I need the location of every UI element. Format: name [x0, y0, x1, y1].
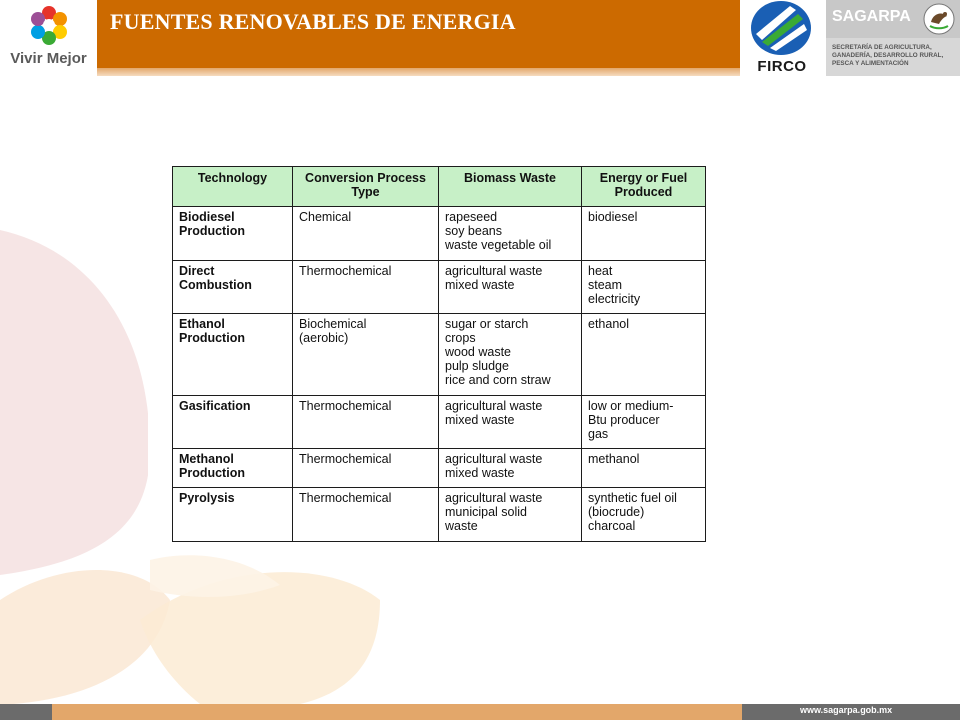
sagarpa-logo — [826, 0, 960, 76]
cell-line: low or medium- — [588, 399, 674, 413]
cell-line: methanol — [588, 452, 640, 466]
cell-line: waste vegetable oil — [445, 238, 552, 252]
table-row — [173, 488, 706, 542]
cell-line: biodiesel — [588, 210, 638, 224]
cell-line: municipal solid — [445, 505, 527, 519]
cell-line: Production — [179, 466, 245, 480]
cell-line: agricultural waste — [445, 452, 543, 466]
header-technology: Technology — [173, 167, 293, 207]
footer-left-bar — [0, 704, 52, 720]
process-cell — [293, 396, 439, 449]
cell-line: Direct — [179, 264, 215, 278]
cell-line: Ethanol — [179, 317, 225, 331]
cell-line: wood waste — [445, 345, 512, 359]
technology-cell — [173, 488, 293, 542]
energy-cell — [582, 488, 706, 542]
cell-line: Combustion — [179, 278, 252, 292]
brand-text: Vivir Mejor — [10, 50, 87, 67]
cell-line: Biochemical — [299, 317, 367, 331]
table-row — [173, 449, 706, 488]
energy-cell — [582, 261, 706, 314]
firco-logo — [742, 0, 822, 78]
waste-cell — [439, 261, 582, 314]
cell-line: mixed waste — [445, 413, 515, 427]
cell-line: mixed waste — [445, 466, 515, 480]
waste-cell — [439, 449, 582, 488]
cell-line: electricity — [588, 292, 641, 306]
cell-line: steam — [588, 278, 623, 292]
cell-line: heat — [588, 264, 613, 278]
cell-line: Thermochemical — [299, 399, 392, 413]
cell-line: Thermochemical — [299, 491, 392, 505]
cell-line: Chemical — [299, 210, 352, 224]
table-row — [173, 261, 706, 314]
technology-cell — [173, 261, 293, 314]
cell-line: soy beans — [445, 224, 502, 238]
eagle-seal-icon — [921, 2, 957, 36]
cell-line: (aerobic) — [299, 331, 349, 345]
vivir-mejor-logo — [0, 0, 97, 75]
header-process: Conversion Process Type — [293, 167, 439, 207]
flower-logo-icon — [29, 5, 69, 45]
cell-line: crops — [445, 331, 476, 345]
cell-line: ethanol — [588, 317, 630, 331]
cell-line: rice and corn straw — [445, 373, 551, 387]
cell-line: charcoal — [588, 519, 636, 533]
technology-cell — [173, 396, 293, 449]
cell-line: synthetic fuel oil — [588, 491, 677, 505]
table-header-row — [173, 167, 706, 207]
cell-line: (biocrude) — [588, 505, 645, 519]
cell-line: Thermochemical — [299, 452, 392, 466]
process-cell — [293, 207, 439, 261]
cell-line: Gasification — [179, 399, 251, 413]
footer-accent-bar — [52, 704, 742, 720]
cell-line: Methanol — [179, 452, 234, 466]
technology-table-panel — [148, 148, 714, 548]
cell-line: Pyrolysis — [179, 491, 235, 505]
technology-table — [172, 166, 706, 542]
energy-cell — [582, 207, 706, 261]
title-bar-shadow — [97, 68, 740, 76]
table-row — [173, 314, 706, 396]
cell-line: agricultural waste — [445, 399, 543, 413]
energy-cell — [582, 396, 706, 449]
sagarpa-subtitle: SECRETARÍA DE AGRICULTURA, GANADERÍA, DESARROLLO RURAL, PESCA Y ALIMENTACIÓN — [832, 44, 944, 67]
cell-line: gas — [588, 427, 609, 441]
process-cell — [293, 488, 439, 542]
technology-cell — [173, 207, 293, 261]
firco-text: FIRCO — [757, 58, 807, 75]
waste-cell — [439, 314, 582, 396]
waste-cell — [439, 396, 582, 449]
cell-line: agricultural waste — [445, 264, 543, 278]
sagarpa-name: SAGARPA — [832, 8, 911, 25]
cell-line: sugar or starch — [445, 317, 529, 331]
cell-line: pulp sludge — [445, 359, 509, 373]
cell-line: Production — [179, 224, 245, 238]
cell-line: Btu producer — [588, 413, 660, 427]
cell-line: rapeseed — [445, 210, 498, 224]
website-url: www.sagarpa.gob.mx — [800, 705, 893, 715]
energy-cell — [582, 449, 706, 488]
cell-line: waste — [445, 519, 478, 533]
process-cell — [293, 261, 439, 314]
table-body — [173, 207, 706, 542]
cell-line: Biodiesel — [179, 210, 235, 224]
process-cell — [293, 449, 439, 488]
cell-line: mixed waste — [445, 278, 515, 292]
table-row — [173, 396, 706, 449]
table-row — [173, 207, 706, 261]
energy-cell — [582, 314, 706, 396]
technology-cell — [173, 449, 293, 488]
cell-line: agricultural waste — [445, 491, 543, 505]
cell-line: Production — [179, 331, 245, 345]
firco-emblem-icon — [750, 0, 812, 56]
cell-line: Thermochemical — [299, 264, 392, 278]
waste-cell — [439, 207, 582, 261]
header-energy: Energy or Fuel Produced — [582, 167, 706, 207]
process-cell — [293, 314, 439, 396]
page-title: FUENTES RENOVABLES DE ENERGIA — [110, 9, 516, 34]
waste-cell — [439, 488, 582, 542]
header-waste: Biomass Waste — [439, 167, 582, 207]
technology-cell — [173, 314, 293, 396]
